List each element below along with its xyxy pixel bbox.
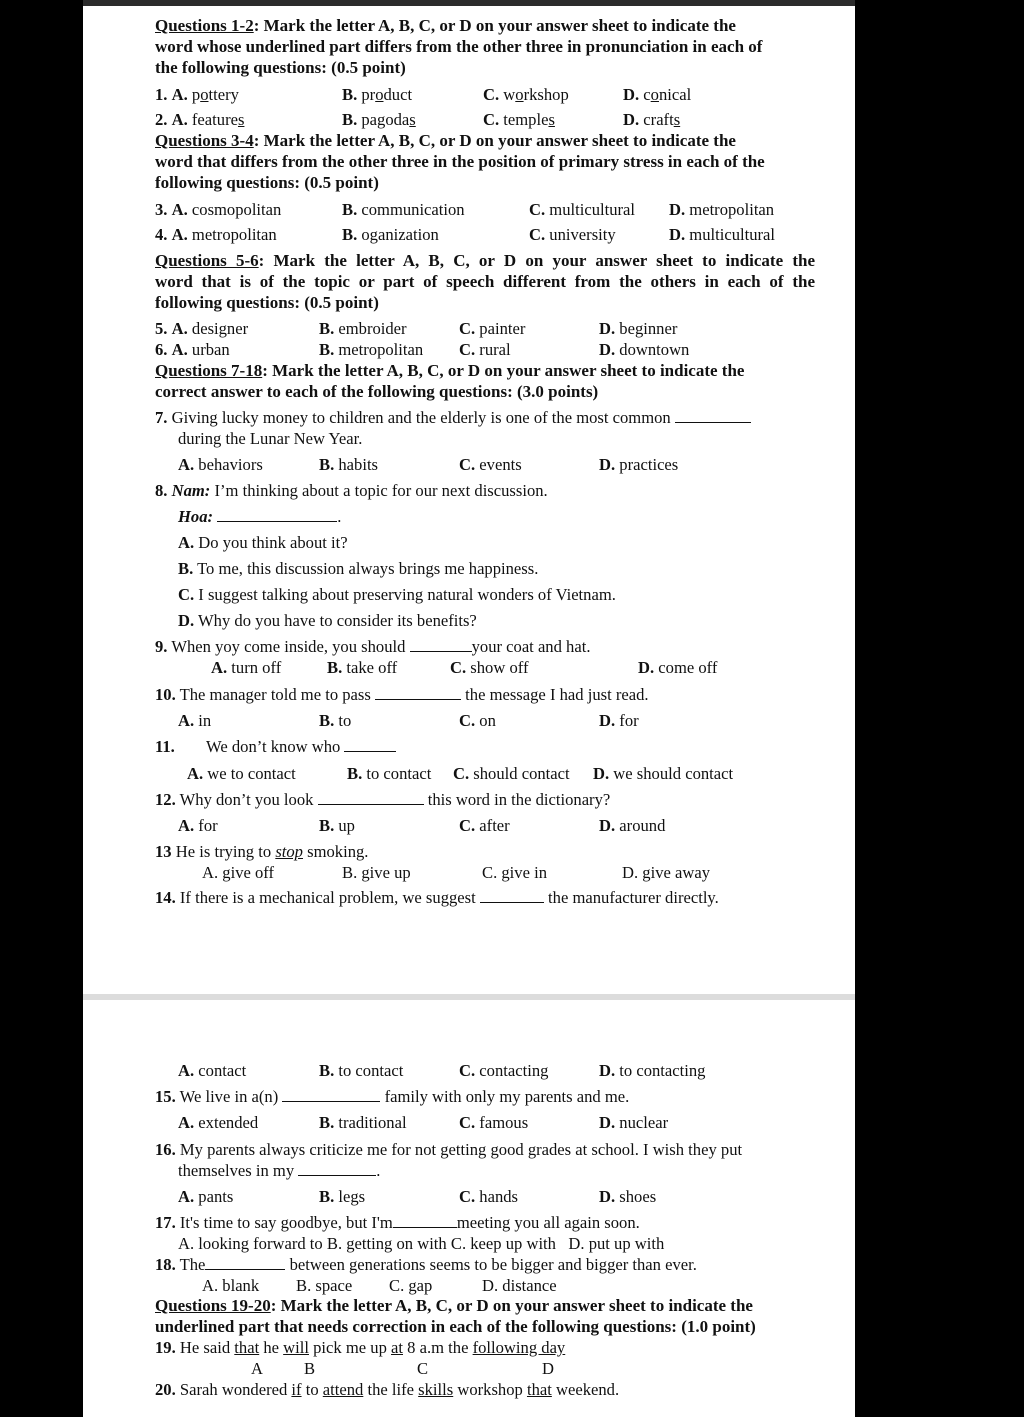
question-15: 15. We live in a(n) family with only my parents and me. xyxy=(155,1087,630,1106)
question-8-hoa: Hoa: . xyxy=(178,507,342,526)
answer-blank xyxy=(205,1255,285,1270)
q13-option-a: A. give off xyxy=(202,863,275,882)
q6-option-b: B. metropolitan xyxy=(319,340,424,359)
q12-option-a: A. for xyxy=(178,816,218,835)
q19-label-c: C xyxy=(417,1359,429,1378)
q2-option-c: C. temples xyxy=(483,110,555,129)
section-heading-line: word that differs from the other three in the position of primary stress in each of the xyxy=(155,152,765,171)
answer-blank xyxy=(375,685,461,700)
q5-option-d: D. beginner xyxy=(599,319,678,338)
question-11-text: We don’t know who xyxy=(206,737,396,757)
answer-blank xyxy=(393,1213,457,1228)
q7-option-b: B. habits xyxy=(319,455,379,474)
q15-option-c: C. famous xyxy=(459,1113,529,1132)
question-20: 20. Sarah wondered if to attend the life skills workshop that weekend. xyxy=(155,1380,620,1399)
answer-blank xyxy=(410,637,472,652)
section-heading-3-4: Questions 3-4: Mark the letter A, B, C, or D on your answer sheet to indicate the xyxy=(155,131,736,150)
q1-option-b: B. product xyxy=(342,85,413,104)
section-heading-1-2: Questions 1-2: Mark the letter A, B, C, or D on your answer sheet to indicate the xyxy=(155,16,736,35)
section-heading-line: the following questions: (0.5 point) xyxy=(155,58,406,77)
q7-option-d: D. practices xyxy=(599,455,679,474)
question-16: 16. My parents always criticize me for not getting good grades at school. I wish they put xyxy=(155,1140,743,1159)
answer-blank xyxy=(344,737,396,752)
q12-option-b: B. up xyxy=(319,816,355,835)
q9-option-c: C. show off xyxy=(450,658,529,677)
q9-option-b: B. take off xyxy=(327,658,398,677)
question-18: 18. The between generations seems to be bigger and bigger than ever. xyxy=(155,1255,697,1274)
answer-blank xyxy=(217,507,337,522)
q1-option-c: C. workshop xyxy=(483,85,569,104)
q13-option-b: B. give up xyxy=(342,863,411,882)
q3-option-c: C. multicultural xyxy=(529,200,636,219)
q5-option-c: C. painter xyxy=(459,319,526,338)
question-16-line2: themselves in my . xyxy=(178,1161,381,1180)
question-14: 14. If there is a mechanical problem, we suggest the manufacturer directly. xyxy=(155,888,719,907)
answer-blank xyxy=(318,790,424,805)
q19-label-a: A xyxy=(251,1359,263,1378)
section-heading-5-6: Questions 5-6: Mark the letter A, B, C, or D on your answer sheet to indicate the xyxy=(155,251,815,270)
q5-option-b: B. embroider xyxy=(319,319,407,338)
question-4: 4. A. metropolitan xyxy=(155,225,277,244)
q19-label-b: B xyxy=(304,1359,316,1378)
q1-option-d: D. conical xyxy=(623,85,692,104)
q2-option-d: D. crafts xyxy=(623,110,681,129)
q12-option-c: C. after xyxy=(459,816,510,835)
q8-option-a: A. Do you think about it? xyxy=(178,533,348,552)
q9-option-a: A. turn off xyxy=(211,658,282,677)
q15-option-b: B. traditional xyxy=(319,1113,407,1132)
question-3: 3. A. cosmopolitan xyxy=(155,200,282,219)
question-10: 10. The manager told me to pass the message I had just read. xyxy=(155,685,649,704)
section-heading-line: correct answer to each of the following questions: (3.0 points) xyxy=(155,382,599,401)
question-19: 19. He said that he will pick me up at 8 a.m the following day xyxy=(155,1338,566,1357)
q18-option-c: C. gap xyxy=(389,1276,433,1295)
q4-option-d: D. multicultural xyxy=(669,225,776,244)
q10-option-d: D. for xyxy=(599,711,639,730)
section-heading-7-18: Questions 7-18: Mark the letter A, B, C, or D on your answer sheet to indicate the xyxy=(155,361,745,380)
q14-option-d: D. to contacting xyxy=(599,1061,706,1080)
q3-option-b: B. communication xyxy=(342,200,465,219)
question-12: 12. Why don’t you look this word in the dictionary? xyxy=(155,790,611,809)
q19-label-d: D xyxy=(542,1359,554,1378)
q18-option-d: D. distance xyxy=(482,1276,557,1295)
q9-option-d: D. come off xyxy=(638,658,718,677)
q16-option-b: B. legs xyxy=(319,1187,366,1206)
question-8: 8. Nam: I’m thinking about a topic for our next discussion. xyxy=(155,481,548,500)
q15-option-d: D. nuclear xyxy=(599,1113,669,1132)
q14-option-c: C. contacting xyxy=(459,1061,549,1080)
q3-option-d: D. metropolitan xyxy=(669,200,775,219)
q11-option-c: C. should contact xyxy=(453,764,570,783)
document-page-2 xyxy=(83,1000,855,1417)
question-1: 1. A. pottery xyxy=(155,85,239,104)
question-11: 11. xyxy=(155,737,175,756)
q10-option-c: C. on xyxy=(459,711,496,730)
q14-option-a: A. contact xyxy=(178,1061,247,1080)
question-13: 13 He is trying to stop smoking. xyxy=(155,842,369,861)
q18-option-b: B. space xyxy=(296,1276,353,1295)
q2-option-b: B. pagodas xyxy=(342,110,416,129)
question-5: 5. A. designer xyxy=(155,319,249,338)
q7-option-c: C. events xyxy=(459,455,522,474)
answer-blank xyxy=(298,1161,376,1176)
q13-option-d: D. give away xyxy=(622,863,711,882)
q16-option-d: D. shoes xyxy=(599,1187,657,1206)
section-heading-line: word that is of the topic or part of speech different from the others in each of the xyxy=(155,272,815,291)
question-7-line2: during the Lunar New Year. xyxy=(178,429,363,448)
section-heading-line: following questions: (0.5 point) xyxy=(155,173,379,192)
q4-option-b: B. oganization xyxy=(342,225,439,244)
q15-option-a: A. extended xyxy=(178,1113,259,1132)
q10-option-b: B. to xyxy=(319,711,352,730)
document-page-1 xyxy=(83,6,855,994)
q11-option-d: D. we should contact xyxy=(593,764,734,783)
q4-option-c: C. university xyxy=(529,225,616,244)
q8-option-c: C. I suggest talking about preserving natural wonders of Vietnam. xyxy=(178,585,616,604)
question-6: 6. A. urban xyxy=(155,340,230,359)
q7-option-a: A. behaviors xyxy=(178,455,263,474)
question-17: 17. It's time to say goodbye, but I'm meeting you all again soon. xyxy=(155,1213,640,1232)
answer-blank xyxy=(480,888,544,903)
q8-option-d: D. Why do you have to consider its benefits? xyxy=(178,611,477,630)
q18-option-a: A. blank xyxy=(202,1276,260,1295)
q14-option-b: B. to contact xyxy=(319,1061,404,1080)
question-7: 7. Giving lucky money to children and the elderly is one of the most common xyxy=(155,408,751,428)
section-heading-19-20: Questions 19-20: Mark the letter A, B, C, or D on your answer sheet to indicate the xyxy=(155,1296,753,1315)
q17-options: A. looking forward to B. getting on with C. keep up with D. put up with xyxy=(178,1234,665,1253)
q10-option-a: A. in xyxy=(178,711,212,730)
q11-option-a: A. we to contact xyxy=(187,764,296,783)
q11-option-b: B. to contact xyxy=(347,764,432,783)
answer-blank xyxy=(282,1087,380,1102)
section-heading-line: underlined part that needs correction in each of the following questions: (1.0 point) xyxy=(155,1317,756,1336)
q6-option-c: C. rural xyxy=(459,340,511,359)
answer-blank xyxy=(675,408,751,423)
q12-option-d: D. around xyxy=(599,816,666,835)
q16-option-a: A. pants xyxy=(178,1187,234,1206)
question-2: 2. A. features xyxy=(155,110,245,129)
q16-option-c: C. hands xyxy=(459,1187,519,1206)
q6-option-d: D. downtown xyxy=(599,340,690,359)
section-heading-line: following questions: (0.5 point) xyxy=(155,293,379,312)
section-heading-line: word whose underlined part differs from the other three in pronunciation in each of xyxy=(155,37,763,56)
question-9: 9. When yoy come inside, you should your coat and hat. xyxy=(155,637,591,656)
q8-option-b: B. To me, this discussion always brings me happiness. xyxy=(178,559,539,578)
q13-option-c: C. give in xyxy=(482,863,547,882)
